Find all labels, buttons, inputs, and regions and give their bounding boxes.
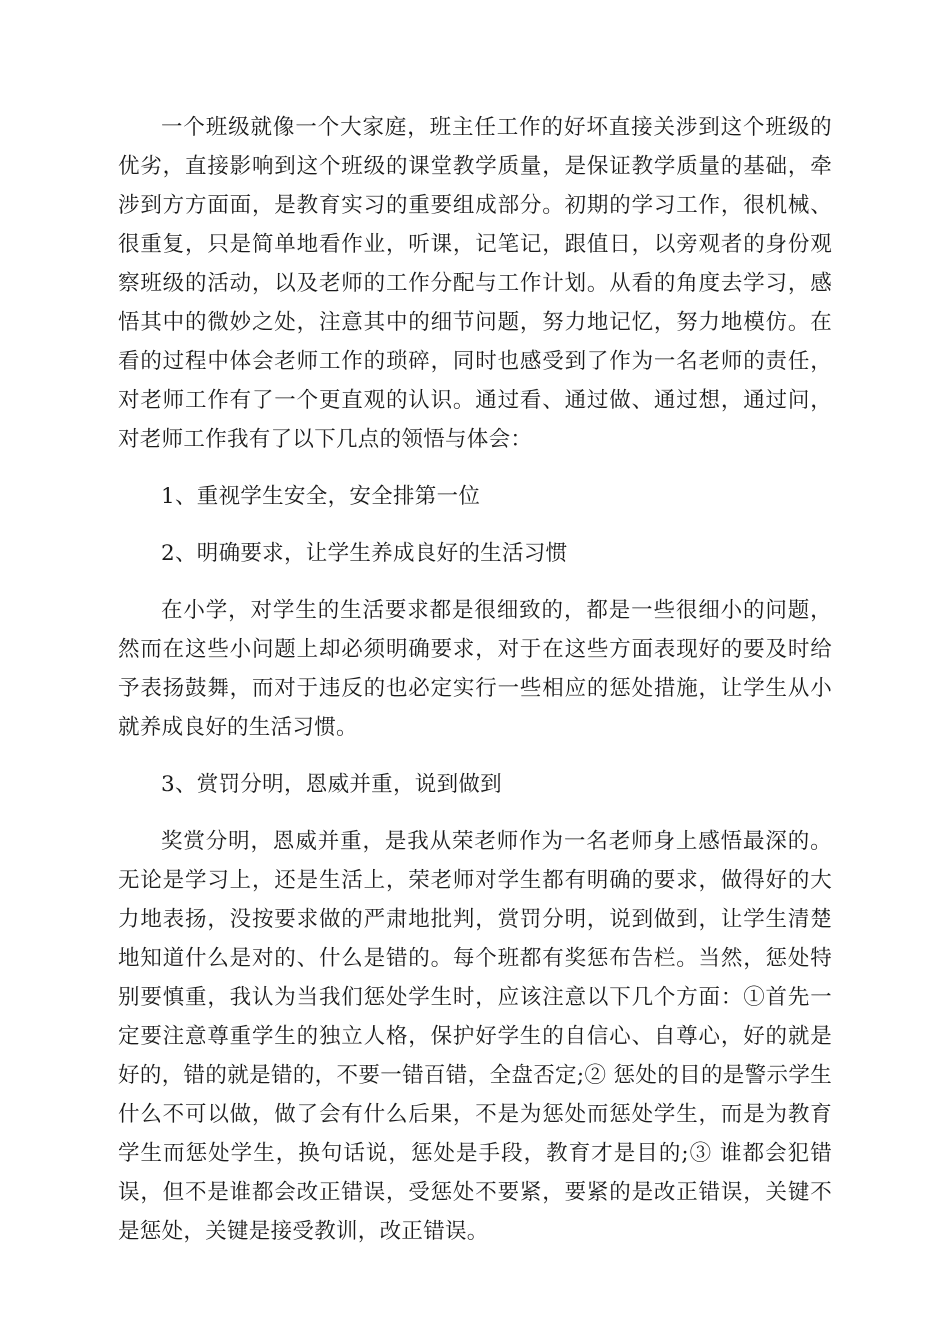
document-body [118,108,832,1269]
paragraph-point-3-body: 奖赏分明，恩威并重，是我从荣老师作为一名老师身上感悟最深的。无论是学习上，还是生活上，荣老师对学生都有明确的要求，做得好的大力地表扬，没按要求做的严肃地批判，赏罚分明，说到做到，让学生清楚地知道什么是对的、什么是错的。每个班都有奖惩布告栏。当然，惩处特别要慎重，我认为当我们惩处学生时，应该注意以下几个方面：①首先一定要注意尊重学生的独立人格，保护好学生的自信心、自尊心，好的就是好的，错的就是错的，不要一错百错，全盘否定;② 惩处的目的是警示学生什么不可以做，做了会有什么后果，不是为惩处而惩处学生，而是为教育学生而惩处学生，换句话说，惩处是手段，教育才是目的;③ 谁都会犯错误，但不是谁都会改正错误，受惩处不要紧，要紧的是改正错误，关键不是惩处，关键是接受教训，改正错误。 [118,829,832,1244]
paragraph-point-2-body: 在小学，对学生的生活要求都是很细致的，都是一些很细小的问题，然而在这些小问题上却必须明确要求，对于在这些方面表现好的要及时给予表扬鼓舞，而对于违反的也必定实行一些相应的惩处措施，让学生从小就养成良好的生活习惯。 [118,598,832,740]
paragraph-intro: 一个班级就像一个大家庭，班主任工作的好坏直接关涉到这个班级的优劣，直接影响到这个班级的课堂教学质量，是保证教学质量的基础，牵涉到方方面面，是教育实习的重要组成部分。初期的学习工作，很机械、很重复，只是简单地看作业，听课，记笔记，跟值日，以旁观者的身份观察班级的活动，以及老师的工作分配与工作计划。从看的角度去学习，感悟其中的微妙之处，注意其中的细节问题，努力地记忆，努力地模仿。在看的过程中体会老师工作的琐碎，同时也感受到了作为一名老师的责任，对老师工作有了一个更直观的认识。通过看、通过做、通过想，通过问，对老师工作我有了以下几点的领悟与体会： [118,115,832,452]
heading-point-2: 2、明确要求，让学生养成良好的生活习惯 [161,541,568,566]
heading-point-1: 1、重视学生安全，安全排第一位 [161,484,481,509]
heading-point-3: 3、赏罚分明，恩威并重，说到做到 [161,772,502,797]
